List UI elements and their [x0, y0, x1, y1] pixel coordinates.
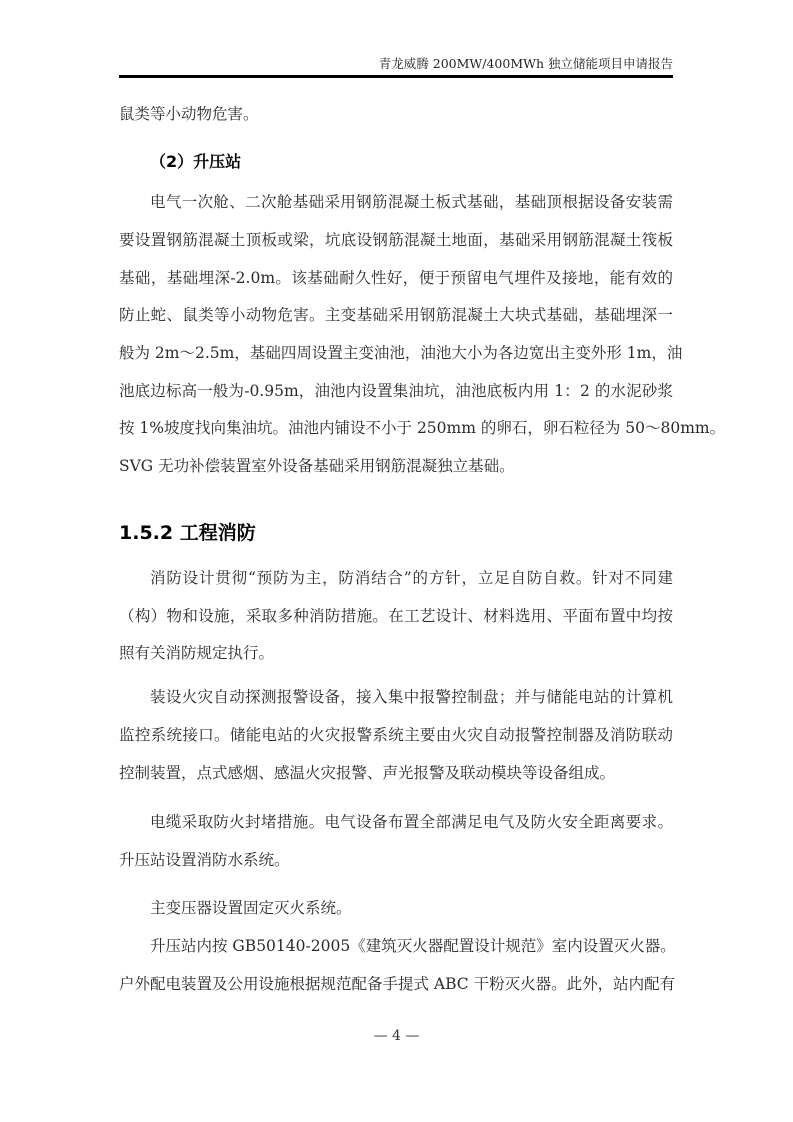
paragraph-line: 监控系统接口。储能电站的火灾报警系统主要由火灾自动报警控制器及消防联动 [119, 726, 673, 744]
paragraph-line: 按 1%坡度找向集油坑。油池内铺设不小于 250mm 的卵石，卵石粒径为 50～80mm。 [119, 419, 726, 437]
paragraph-line: 升压站设置消防水系统。 [119, 851, 290, 869]
header-divider [119, 75, 673, 78]
paragraph-line: 升压站内按 GB50140-2005《建筑灭火器配置设计规范》室内设置灭火器。 [150, 937, 676, 955]
paragraph-line: 基础，基础埋深-2.0m。该基础耐久性好，便于预留电气埋件及接地，能有效的 [119, 269, 673, 287]
paragraph-line: SVG 无功补偿装置室外设备基础采用钢筋混凝独立基础。 [119, 457, 515, 475]
paragraph-line: 要设置钢筋混凝土顶板或梁，坑底设钢筋混凝土地面，基础采用钢筋混凝土筏板 [119, 231, 673, 249]
paragraph-line: 消防设计贯彻“预防为主，防消结合”的方针，立足自防自救。针对不同建 [150, 569, 673, 587]
paragraph-line: 电气一次舱、二次舱基础采用钢筋混凝土板式基础，基础顶根据设备安装需 [150, 193, 673, 211]
paragraph-line: 防止蛇、鼠类等小动物危害。主变基础采用钢筋混凝土大块式基础，基础埋深一 [119, 306, 673, 324]
paragraph-line: 般为 2m～2.5m，基础四周设置主变油池，油池大小为各边宽出主变外形 1m，油 [119, 344, 683, 362]
paragraph-line: 控制装置，点式感烟、感温火灾报警、声光报警及联动模块等设备组成。 [119, 764, 616, 782]
paragraph-line: 照有关消防规定执行。 [119, 644, 275, 662]
page-number: — 4 — [373, 1028, 420, 1044]
paragraph-line: 池底边标高一般为-0.95m，油池内设置集油坑，油池底板内用 1：2 的水泥砂浆 [119, 382, 673, 400]
paragraph-line: 主变压器设置固定灭火系统。 [150, 899, 352, 917]
paragraph-line: 装设火灾自动探测报警设备，接入集中报警控制盘；并与储能电站的计算机 [150, 688, 673, 706]
section-heading: 1.5.2 工程消防 [119, 522, 256, 544]
report-title: 青龙威腾 200MW/400MWh 独立储能项目申请报告 [378, 56, 673, 71]
subsection-heading: （2）升压站 [150, 152, 242, 171]
paragraph-line: 户外配电装置及公用设施根据规范配备手提式 ABC 干粉灭火器。此外，站内配有 [119, 975, 676, 993]
paragraph-line: 电缆采取防火封堵措施。电气设备布置全部满足电气及防火安全距离要求。 [150, 813, 673, 831]
paragraph-line: 鼠类等小动物危害。 [119, 105, 259, 123]
paragraph-line: （构）物和设施，采取多种消防措施。在工艺设计、材料选用、平面布置中均按 [119, 607, 673, 625]
